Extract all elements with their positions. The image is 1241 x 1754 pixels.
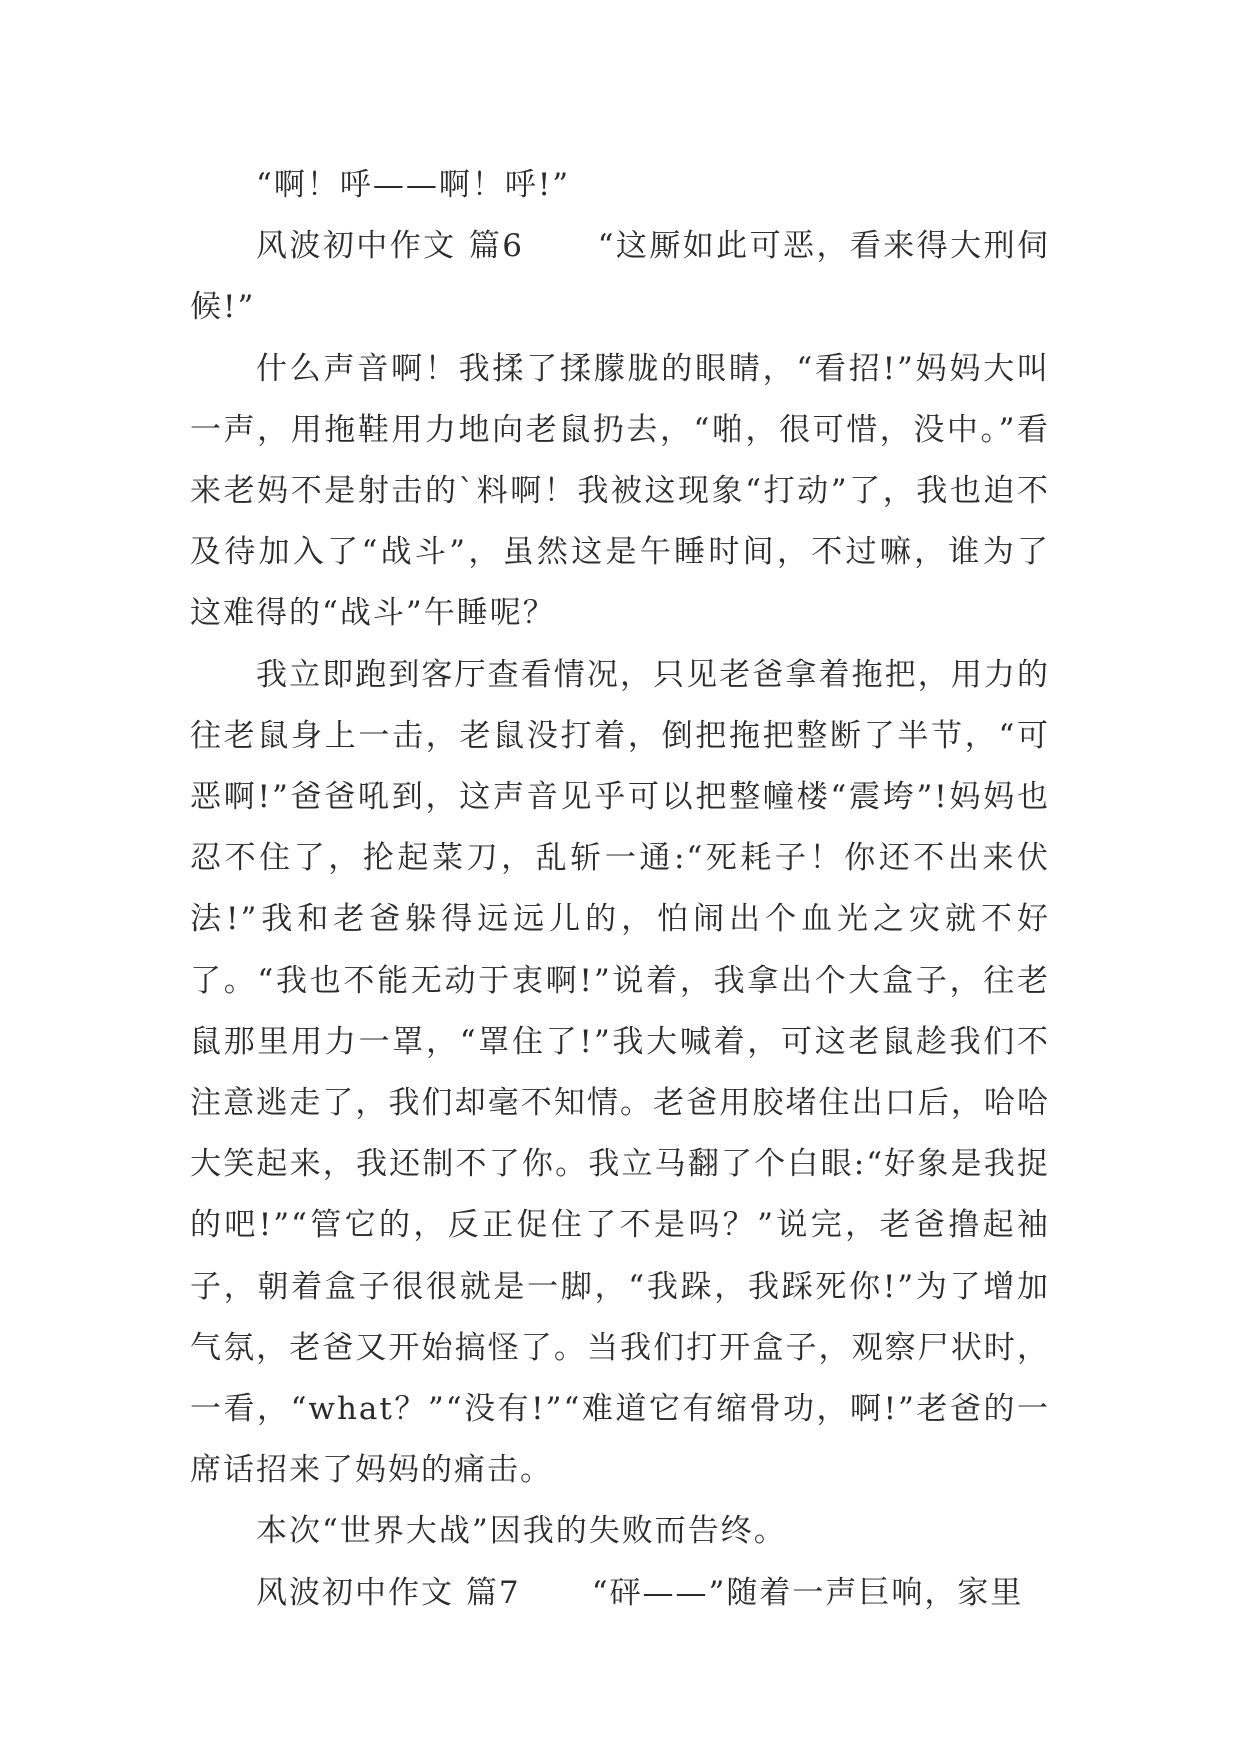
paragraph-6: [190, 1563, 1050, 1624]
paragraph-1: [190, 155, 1050, 216]
paragraph-6-text: “砰——”随着一声巨响，家里: [591, 1574, 1024, 1611]
paragraph-1-text: “啊！呼——啊！呼!”: [256, 167, 571, 203]
paragraph-3-text: 什么声音啊！我揉了揉朦胧的眼睛，“看招!”妈妈大叫一声，用拖鞋用力地向老鼠扔去，“啪，很可惜，没中。”看来老妈不是射击的`料啊！我被这现象“打动”了，我也迫不及待加入了“战斗”，虽然这是午睡时间，不过嘛，谁为了这难得的“战斗”午睡呢？: [190, 350, 1050, 632]
paragraph-5-text: 本次“世界大战”因我的失败而告终。: [256, 1513, 787, 1550]
essay-heading-6: 风波初中作文 篇6: [256, 228, 524, 265]
paragraph-4-text: 我立即跑到客厅查看情况，只见老爸拿着拖把，用力的往老鼠身上一击，老鼠没打着，倒把拖把整断了半节，“可恶啊!”爸爸吼到，这声音见乎可以把整幢楼“震垮”!妈妈也忍不住了，抡起菜刀，乱斩一通:“死耗子！你还不出来伏法!”我和老爸躲得远远儿的，怕闹出个血光之灾就不好了。“我也不能无动于衷啊!”说着，我拿出个大盒子，往老鼠那里用力一罩，“罩住了!”我大喊着，可这老鼠趁我们不注意逃走了，我们却毫不知情。老爸用胶堵住出口后，哈哈大笑起来，我还制不了你。我立马翻了个白眼:“好象是我捉的吧!”“管它的，反正促住了不是吗？”说完，老爸撸起袖子，朝着盒子很很就是一脚，“我跺，我踩死你!”为了增加气氛，老爸又开始搞怪了。当我们打开盒子，观察尸状时，一看，“what？”“没有!”“难道它有缩骨功，啊!”老爸的一席话招来了妈妈的痛击。: [190, 656, 1050, 1489]
essay-heading-7: 风波初中作文 篇7: [256, 1574, 521, 1611]
paragraph-2-text: “这厮如此可恶，看来得大刑伺候!”: [190, 228, 1050, 326]
essay-body: [190, 155, 1050, 1624]
paragraph-4: [190, 645, 1050, 1502]
paragraph-2: [190, 216, 1050, 338]
paragraph-5: [190, 1501, 1050, 1562]
paragraph-3: [190, 339, 1050, 645]
